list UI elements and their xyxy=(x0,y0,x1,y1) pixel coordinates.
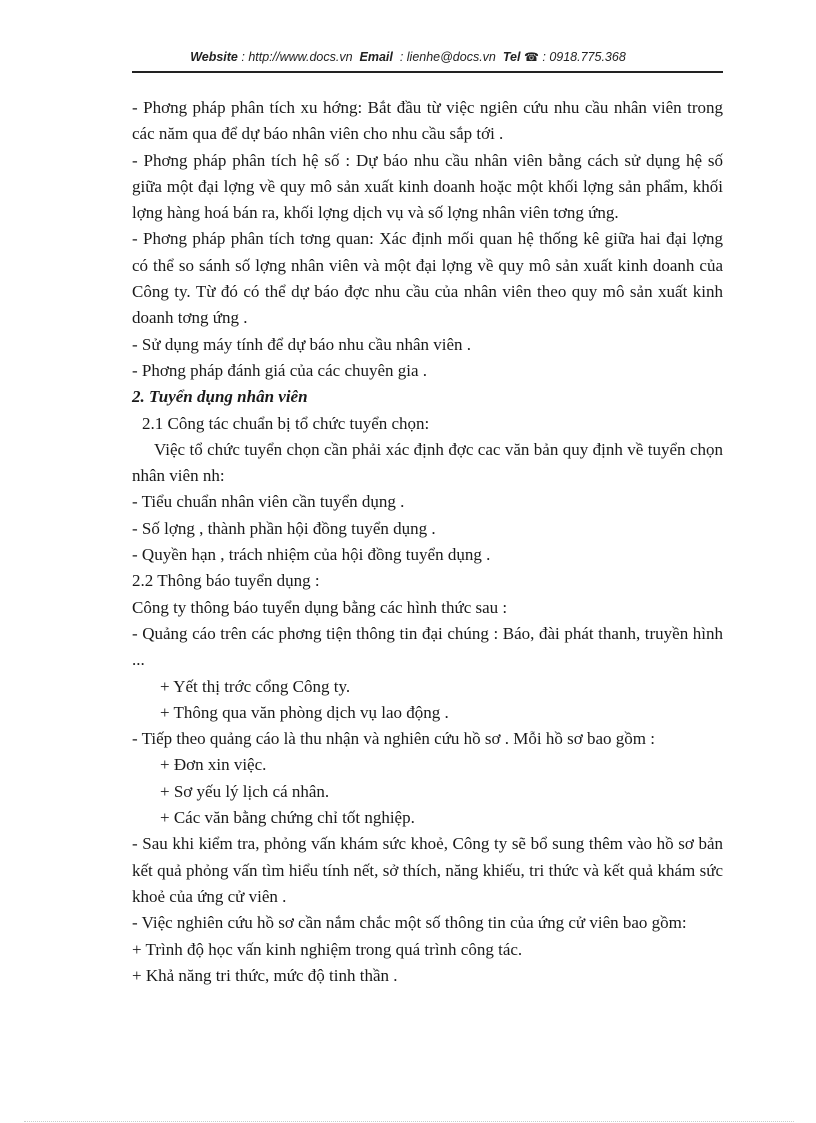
list-item-authority: - Quyền hạn , trách nhiệm của hội đồng tuyển dụng . xyxy=(132,545,491,565)
bullet-gate-notice: + Yết thị trớc cổng Công ty. xyxy=(160,676,351,696)
paragraph-trend-analysis: - Phơng pháp phân tích xu hớng: Bắt đầu từ việc ngiên cứu nhu cầu nhân viên trong các năm qua để dự báo nhân viên cho nhu cầu sắp tới . xyxy=(132,98,723,144)
bullet-labor-office: + Thông qua văn phòng dịch vụ lao động . xyxy=(160,702,449,722)
bullet-certificates: + Các văn bằng chứng chỉ tốt nghiệp. xyxy=(160,808,415,828)
phone-icon: ☎ xyxy=(523,50,539,64)
tel-label: Tel xyxy=(502,50,521,64)
list-item-standards: - Tiểu chuẩn nhân viên cần tuyển dụng . xyxy=(132,492,405,512)
paragraph-preparation: Việc tổ chức tuyển chọn cần phải xác định đợc cac văn bản quy định về tuyển chọn nhân viên nh: xyxy=(132,439,723,486)
list-item-capability: + Khả năng tri thức, mức độ tinh thần . xyxy=(132,965,398,985)
paragraph-application-files: - Tiếp theo quảng cáo là thu nhận và nghiên cứu hồ sơ . Mỗi hồ sơ bao gồm : xyxy=(132,729,655,749)
tel-value: : 0918.775.368 xyxy=(542,50,626,64)
list-item-education: + Trình độ học vấn kinh nghiệm trong quá trình công tác. xyxy=(132,939,523,959)
paragraph-interview: - Sau khi kiểm tra, phỏng vấn khám sức khoẻ, Công ty sẽ bổ sung thêm vào hồ sơ bản kết quả phỏng vấn tìm hiểu tính nết, sở thích, năng khiếu, tri thức và kết quả khám sức khoẻ của ứng cử viên . xyxy=(132,834,723,906)
page-header xyxy=(0,50,816,64)
subsection-heading-announcement: 2.2 Thông báo tuyển dụng : xyxy=(132,571,320,591)
paragraph-computer-forecast: - Sử dụng máy tính để dự báo nhu cầu nhân viên . xyxy=(132,334,472,354)
paragraph-coefficient-analysis: - Phơng pháp phân tích hệ số : Dự báo nhu cầu nhân viên bằng cách sử dụng hệ số giữa một đại lợng về quy mô sản xuất kinh doanh hoặc một khối lợng sản phẩm, khối lợng hàng hoá bán ra, khối lợng dịch vụ và số lợng nhân viên tơng ứng. xyxy=(132,150,723,223)
footer-divider xyxy=(24,1121,794,1122)
paragraph-media-ads: - Quảng cáo trên các phơng tiện thông tin đại chúng : Báo, đài phát thanh, truyền hình ... xyxy=(132,623,723,670)
section-heading-recruitment: 2. Tuyển dụng nhân viên xyxy=(132,387,308,407)
email-value: : lienhe@docs.vn xyxy=(399,50,496,64)
subsection-heading-preparation: 2.1 Công tác chuẩn bị tổ chức tuyển chọn: xyxy=(142,413,430,433)
website-label: Website xyxy=(190,50,238,64)
website-value: : http://www.docs.vn xyxy=(241,50,353,64)
bullet-application-letter: + Đơn xin việc. xyxy=(160,755,267,775)
paragraph-file-review: - Việc nghiên cứu hồ sơ cần nắm chắc một số thông tin của ứng cử viên bao gồm: xyxy=(132,913,687,933)
paragraph-correlation-analysis: - Phơng pháp phân tích tơng quan: Xác định mối quan hệ thống kê giữa hai đại lợng có thể so sánh số lợng nhân viên và một đại lợng về quy mô sản xuất kinh doanh của Công ty. Từ đó có thể dự báo đợc nhu cầu của nhân viên theo quy mô sản xuất kinh doanh tơng ứng . xyxy=(132,229,723,328)
paragraph-announcement: Công ty thông báo tuyển dụng bằng các hình thức sau : xyxy=(132,597,508,617)
bullet-resume: + Sơ yếu lý lịch cá nhân. xyxy=(160,781,330,801)
list-item-council: - Số lợng , thành phần hội đồng tuyển dụng . xyxy=(132,518,436,538)
header-divider xyxy=(132,71,723,73)
email-label: Email xyxy=(359,50,393,64)
document-body xyxy=(132,95,723,989)
paragraph-expert-evaluation: - Phơng pháp đánh giá của các chuyên gia . xyxy=(132,360,428,380)
